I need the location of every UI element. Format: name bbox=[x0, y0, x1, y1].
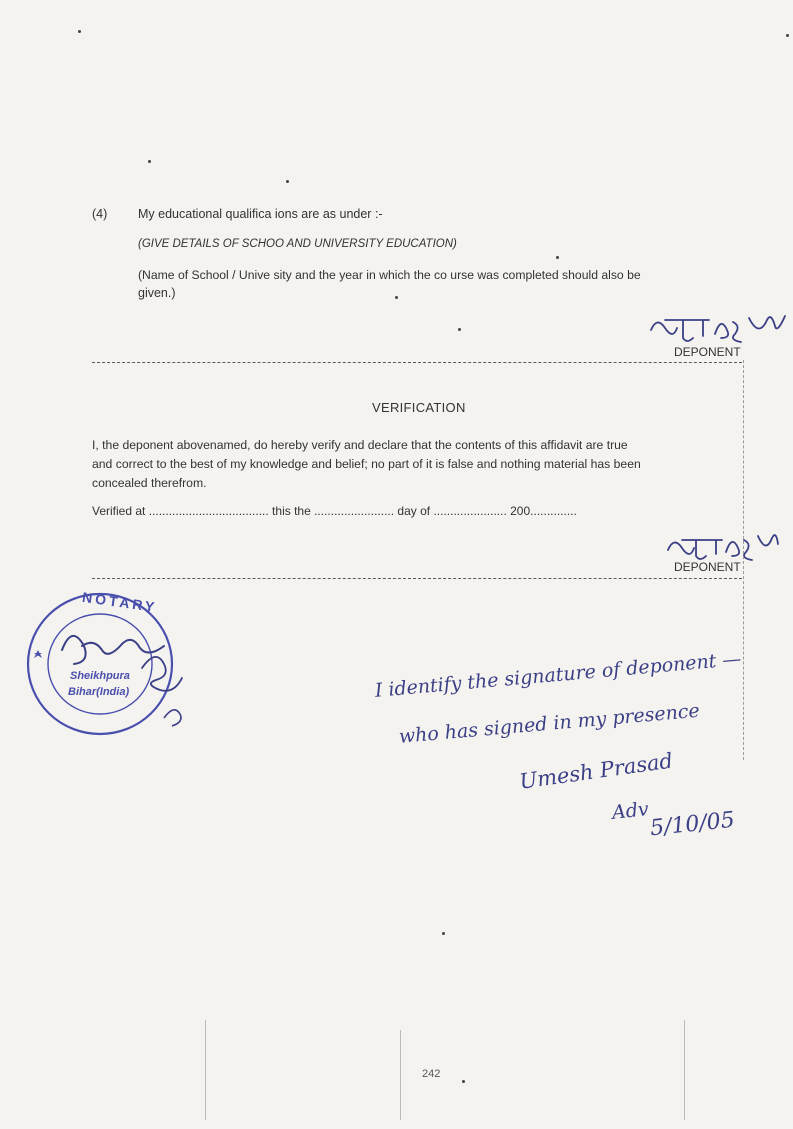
education-note-line1: (Name of School / Unive sity and the year in which the co urse was completed should also be bbox=[138, 268, 641, 282]
endorsement-signer: Umesh Prasad bbox=[518, 748, 675, 794]
right-margin-line bbox=[743, 360, 744, 760]
education-instruction: (GIVE DETAILS OF SCHOO AND UNIVERSITY EDUCATION) bbox=[138, 238, 457, 250]
scan-speck bbox=[395, 296, 398, 299]
verification-line1: I, the deponent abovenamed, do hereby verify and declare that the contents of this affidavit are true bbox=[92, 438, 628, 452]
notary-place: Sheikhpura bbox=[70, 670, 130, 682]
scan-speck bbox=[148, 160, 151, 163]
deponent-signature-top bbox=[645, 308, 793, 348]
scan-speck bbox=[78, 30, 81, 33]
scan-mark-mid bbox=[400, 1030, 401, 1120]
scan-speck bbox=[556, 256, 559, 259]
scan-speck bbox=[462, 1080, 465, 1083]
qualification-statement: My educational qualifica ions are as under :- bbox=[138, 207, 383, 221]
section-divider-bottom bbox=[92, 578, 742, 579]
education-note-line2: given.) bbox=[138, 286, 176, 300]
endorsement-line2: who has signed in my presence bbox=[398, 699, 701, 748]
notary-stamp bbox=[22, 588, 212, 748]
endorsement-line1: I identify the signature of deponent — bbox=[374, 647, 743, 702]
section-number: (4) bbox=[92, 207, 108, 221]
verification-heading: VERIFICATION bbox=[372, 400, 466, 415]
verification-line3: concealed therefrom. bbox=[92, 476, 207, 490]
scan-speck bbox=[786, 34, 789, 37]
deponent-label-bottom: DEPONENT bbox=[674, 560, 741, 574]
scan-mark-right bbox=[684, 1020, 685, 1120]
section-divider-top bbox=[92, 362, 742, 363]
notary-title: NOTARY bbox=[81, 588, 159, 616]
scan-speck bbox=[286, 180, 289, 183]
page-number: 242 bbox=[422, 1068, 441, 1080]
endorsement-designation: Adv bbox=[610, 798, 650, 824]
endorsement-date: 5/10/05 bbox=[648, 807, 736, 842]
deponent-label-top: DEPONENT bbox=[674, 345, 741, 359]
notary-state: Bihar(India) bbox=[68, 686, 130, 698]
scan-speck bbox=[442, 932, 445, 935]
verified-at-line: Verified at .................................... this the ........................ day of ...................... 200.............. bbox=[92, 504, 577, 518]
verification-line2: and correct to the best of my knowledge and belief; no part of it is false and nothing material has been bbox=[92, 457, 641, 471]
scan-mark-left bbox=[205, 1020, 206, 1120]
scan-speck bbox=[458, 328, 461, 331]
